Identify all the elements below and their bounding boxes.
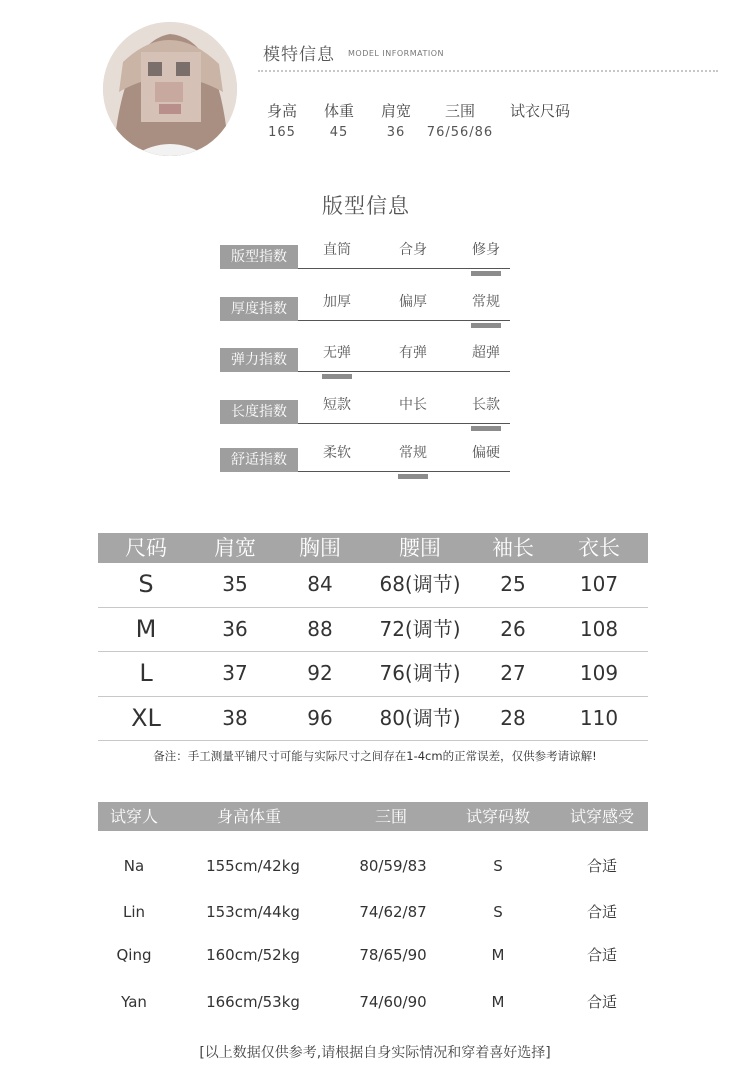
table-cell: 109: [579, 661, 619, 685]
fit-selected-marker: [322, 374, 352, 379]
table-cell: 96: [307, 705, 333, 730]
fit-option: [312, 342, 362, 362]
size-table: [98, 533, 648, 741]
fit-label: 弹力指数: [220, 348, 298, 372]
fit-option-label: 加厚: [323, 294, 351, 310]
header-cell: 试穿人: [109, 807, 158, 826]
dotted-divider: [258, 70, 718, 72]
fit-option: [312, 291, 362, 311]
table-cell: 28: [500, 705, 526, 730]
size-table-header: [98, 533, 648, 563]
table-cell: 合适: [586, 993, 617, 1011]
fit-option: [461, 342, 511, 362]
table-row: [98, 943, 648, 967]
try-on-header: [98, 802, 648, 831]
fit-option-label: 合身: [399, 242, 427, 258]
table-cell: 80/59/83: [359, 857, 427, 875]
table-cell: M: [491, 993, 505, 1011]
table-row: [98, 652, 648, 697]
table-cell: S: [138, 570, 154, 598]
fit-row-elasticity: [220, 342, 510, 372]
fit-line: [298, 268, 510, 269]
stat-label: 试衣尺码: [509, 102, 570, 120]
table-cell: 78/65/90: [359, 946, 427, 964]
stat-shoulder: [361, 100, 431, 140]
table-cell: S: [493, 903, 503, 921]
fit-option: [312, 394, 362, 414]
fit-option-label: 偏硬: [472, 445, 500, 461]
fit-option-label: 偏厚: [399, 294, 427, 310]
stat-label: 肩宽: [380, 102, 411, 120]
stat-label: 身高: [266, 102, 297, 120]
fit-option: [388, 342, 438, 362]
fit-option-label: 柔软: [323, 445, 351, 461]
table-cell: 37: [222, 661, 248, 685]
fit-option-label: 短款: [323, 397, 351, 413]
header-cell: 尺码: [125, 536, 167, 560]
fit-option: [461, 239, 511, 259]
fit-option-label: 直筒: [323, 242, 351, 258]
stat-value: 45: [329, 125, 349, 140]
fit-option: [312, 239, 362, 259]
fit-selected-marker: [398, 474, 428, 479]
fit-selected-marker: [471, 271, 501, 276]
stat-measurements: [425, 100, 495, 140]
table-cell: 155cm/42kg: [206, 857, 300, 875]
table-row: [98, 608, 648, 653]
table-cell: 80(调节): [379, 705, 461, 730]
table-cell: 合适: [586, 857, 617, 875]
table-cell: 72(调节): [379, 616, 461, 641]
table-cell: 92: [307, 661, 333, 685]
table-cell: Qing: [116, 946, 152, 964]
fit-option: [312, 442, 362, 462]
table-cell: 74/60/90: [359, 993, 427, 1011]
table-row: [98, 563, 648, 608]
table-cell: Yan: [121, 993, 147, 1011]
fit-option-label: 有弹: [399, 345, 427, 361]
header-cell: 胸围: [299, 536, 341, 560]
fit-option-label: 超弹: [472, 345, 500, 361]
fit-option: [388, 239, 438, 259]
header-cell: 三围: [374, 807, 407, 826]
fit-line: [298, 320, 510, 321]
model-avatar: [103, 22, 237, 156]
header-cell: 试穿码数: [465, 807, 530, 826]
fit-label: 长度指数: [220, 400, 298, 424]
header-cell: 衣长: [578, 536, 620, 560]
header-cell: 腰围: [399, 536, 441, 560]
table-cell: 27: [500, 661, 526, 685]
table-cell: Lin: [122, 903, 146, 921]
model-info-subtitle: MODEL INFORMATION: [348, 49, 444, 58]
table-cell: S: [493, 857, 503, 875]
table-cell: M: [491, 946, 505, 964]
fit-option-label: 长款: [472, 397, 500, 413]
fit-label: 厚度指数: [220, 297, 298, 321]
table-cell: 166cm/53kg: [206, 993, 300, 1011]
fit-selected-marker: [471, 426, 501, 431]
fit-label: 版型指数: [220, 245, 298, 269]
stat-label: 体重: [323, 102, 354, 120]
table-cell: 153cm/44kg: [206, 903, 300, 921]
header-cell: 身高体重: [216, 807, 281, 826]
table-cell: XL: [131, 703, 161, 732]
fit-option-label: 无弹: [323, 345, 351, 361]
table-cell: 68(调节): [379, 572, 461, 596]
fit-option: [388, 291, 438, 311]
fit-option: [388, 442, 438, 462]
table-cell: Na: [123, 857, 145, 875]
header-cell: 袖长: [492, 536, 534, 560]
footer-note: [以上数据仅供参考,请根据自身实际情况和穿着喜好选择]: [199, 1045, 551, 1061]
table-cell: 38: [222, 705, 248, 730]
table-cell: 合适: [586, 946, 617, 964]
table-row: [98, 990, 648, 1014]
table-row: [98, 697, 648, 742]
fit-line: [298, 471, 510, 472]
table-row: [98, 900, 648, 924]
stat-fitting-size: [500, 100, 580, 125]
stat-value: 76/56/86: [426, 125, 494, 140]
fit-option: [461, 442, 511, 462]
fit-option-label: 修身: [472, 242, 500, 258]
table-cell: L: [139, 659, 153, 687]
table-cell: 35: [222, 572, 248, 596]
header-cell: 试穿感受: [569, 807, 634, 826]
fit-line: [298, 423, 510, 424]
table-cell: 25: [500, 572, 526, 596]
table-cell: 74/62/87: [359, 903, 427, 921]
model-info-title: 模特信息: [263, 45, 335, 65]
stat-label: 三围: [444, 102, 475, 120]
fit-option: [461, 394, 511, 414]
size-note: 备注：手工测量平铺尺寸可能与实际尺寸之间存在1-4cm的正常误差，仅供参考请谅解!: [153, 749, 597, 763]
header-cell: 肩宽: [214, 536, 256, 560]
fit-row-comfort: [220, 442, 510, 472]
fit-row-length: [220, 394, 510, 424]
table-row: [98, 854, 648, 878]
fit-line: [298, 371, 510, 372]
table-cell: 107: [579, 572, 619, 596]
table-cell: M: [135, 614, 157, 643]
stat-value: 165: [268, 125, 296, 140]
table-cell: 84: [307, 572, 333, 596]
table-cell: 76(调节): [379, 661, 461, 685]
table-cell: 108: [579, 616, 619, 641]
fit-selected-marker: [471, 323, 501, 328]
fit-option-label: 中长: [399, 397, 427, 413]
table-cell: 36: [222, 616, 248, 641]
table-cell: 合适: [586, 903, 617, 921]
fit-label: 舒适指数: [220, 448, 298, 472]
fit-row-thickness: [220, 291, 510, 321]
fit-option-label: 常规: [472, 294, 500, 310]
fit-row-cut: [220, 239, 510, 269]
fit-option: [461, 291, 511, 311]
model-photo-icon: [103, 22, 237, 156]
fit-option: [388, 394, 438, 414]
table-cell: 26: [500, 616, 526, 641]
table-cell: 88: [307, 616, 333, 641]
try-on-table: [98, 802, 648, 1011]
stat-value: 36: [386, 125, 406, 140]
fit-info-title: 版型信息: [322, 194, 410, 218]
table-cell: 110: [579, 705, 619, 730]
fit-option-label: 常规: [399, 445, 427, 461]
table-cell: 160cm/52kg: [206, 946, 300, 964]
